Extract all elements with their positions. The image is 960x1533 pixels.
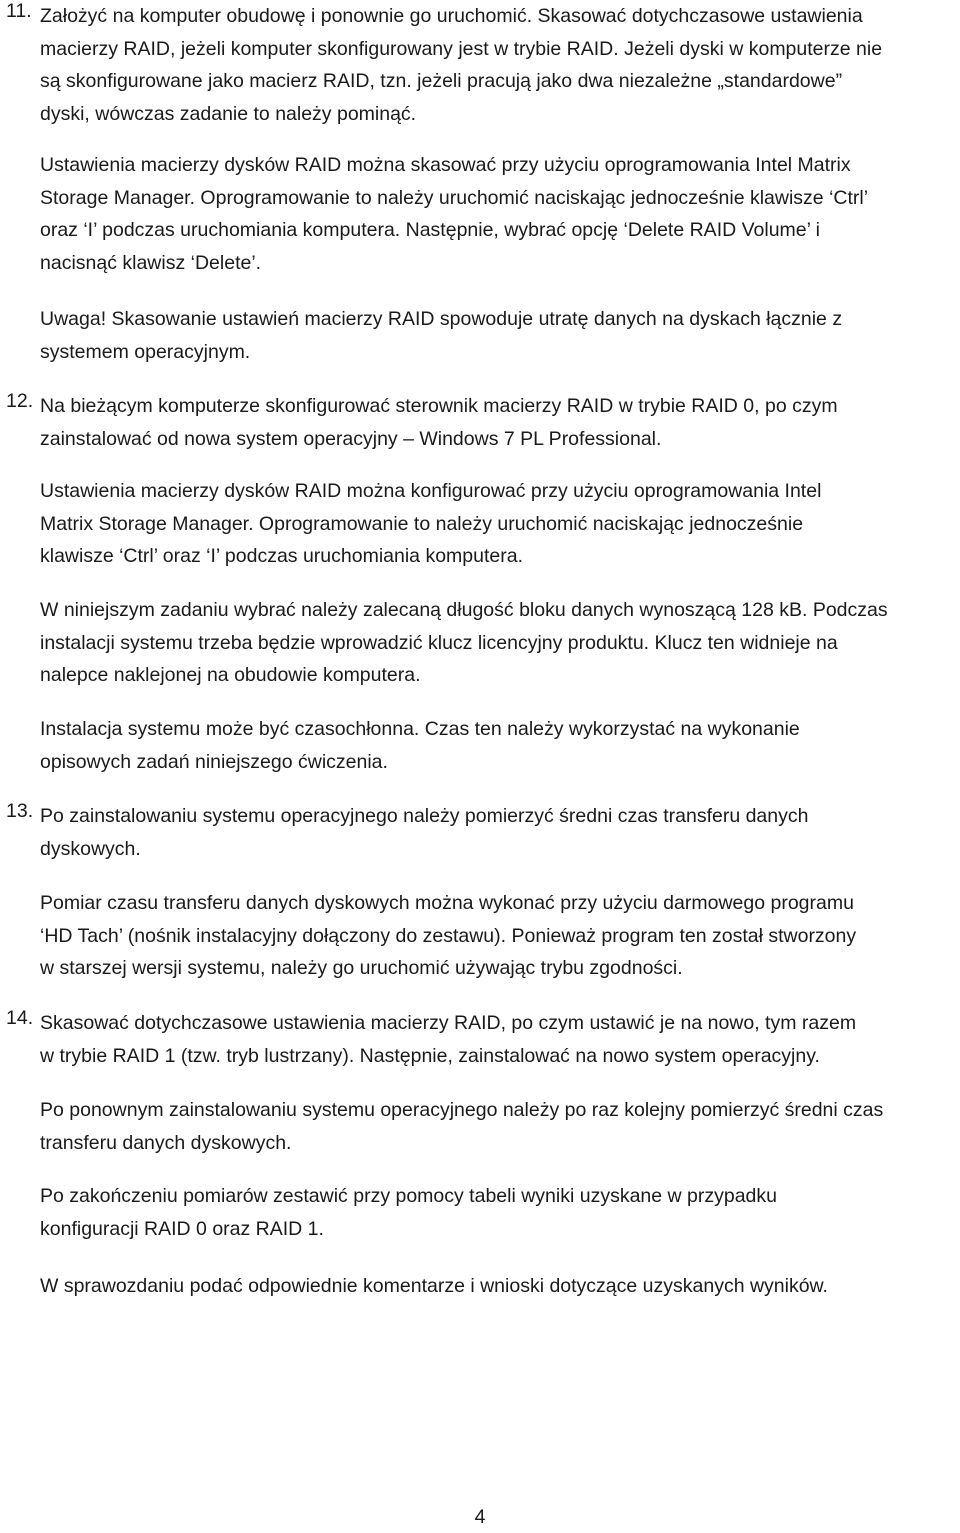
text-line: Po ponownym zainstalowaniu systemu operacyjnego należy po raz kolejny pomierzyć średni czas bbox=[40, 1099, 884, 1121]
text-line: Matrix Storage Manager. Oprogramowanie to należy uruchomić naciskając jednocześnie bbox=[40, 512, 804, 535]
text-line: klawisze ‘Ctrl’ oraz ‘I’ podczas uruchomiania komputera. bbox=[40, 545, 523, 567]
text-line: nacisnąć klawisz ‘Delete’. bbox=[40, 251, 262, 274]
text-line: Po zakończeniu pomiarów zestawić przy pomocy tabeli wyniki uzyskane w przypadku bbox=[40, 1185, 777, 1207]
text-line: dyski, wówczas zadanie to należy pominąć. bbox=[40, 102, 417, 125]
text-line: transferu danych dyskowych. bbox=[40, 1131, 292, 1154]
page-number: 4 bbox=[474, 1506, 486, 1528]
item-number: 12. bbox=[6, 390, 34, 412]
text-line: Założyć na komputer obudowę i ponownie go uruchomić. Skasować dotychczasowe ustawienia bbox=[40, 5, 863, 27]
text-line: Na bieżącym komputerze skonfigurować sterownik macierzy RAID w trybie RAID 0, po czym bbox=[40, 395, 838, 417]
text-line: dyskowych. bbox=[40, 837, 141, 860]
text-line: systemem operacyjnym. bbox=[40, 340, 251, 363]
item-number: 14. bbox=[6, 1007, 34, 1029]
text-line: są skonfigurowane jako macierz RAID, tzn. jeżeli pracują jako dwa niezależne „standardowe” bbox=[40, 70, 843, 92]
paragraph bbox=[0, 594, 960, 692]
text-line: Instalacja systemu może być czasochłonna. Czas ten należy wykorzystać na wykonanie bbox=[40, 718, 800, 740]
text-line: Uwaga! Skasowanie ustawień macierzy RAID spowoduje utratę danych na dyskach łącznie z bbox=[40, 308, 843, 330]
text-line: Ustawienia macierzy dysków RAID można skasować przy użyciu oprogramowania Intel Matrix bbox=[40, 154, 851, 176]
text-line: W sprawozdaniu podać odpowiednie komentarze i wnioski dotyczące uzyskanych wyników. bbox=[40, 1275, 828, 1297]
item-number: 13. bbox=[6, 800, 34, 822]
text-line: W niniejszym zadaniu wybrać należy zalecaną długość bloku danych wynoszącą 128 kB. Podczas bbox=[40, 599, 888, 621]
text-line: macierzy RAID, jeżeli komputer skonfigurowany jest w trybie RAID. Jeżeli dyski w komputerze nie bbox=[40, 37, 883, 60]
numbered-item bbox=[0, 0, 960, 130]
text-line: Ustawienia macierzy dysków RAID można konfigurować przy użyciu oprogramowania Intel bbox=[40, 480, 822, 502]
paragraph bbox=[0, 1094, 960, 1159]
text-line: ‘HD Tach’ (nośnik instalacyjny dołączony do zestawu). Ponieważ program ten został stworzony bbox=[40, 924, 857, 947]
text-line: w starszej wersji systemu, należy go uruchomić używając trybu zgodności. bbox=[40, 957, 683, 979]
text-line: w trybie RAID 1 (tzw. tryb lustrzany). Następnie, zainstalować na nowo system operacyjny. bbox=[40, 1044, 820, 1067]
text-line: oraz ‘I’ podczas uruchomiania komputera. Następnie, wybrać opcję ‘Delete RAID Volume’ i bbox=[40, 219, 821, 241]
text-line: nalepce naklejonej na obudowie komputera. bbox=[40, 664, 421, 686]
item-number: 11. bbox=[6, 0, 32, 22]
paragraph bbox=[0, 1180, 960, 1245]
paragraph bbox=[0, 475, 960, 573]
text-line: konfiguracji RAID 0 oraz RAID 1. bbox=[40, 1217, 324, 1240]
text-line: Po zainstalowaniu systemu operacyjnego należy pomierzyć średni czas transferu danych bbox=[40, 805, 809, 827]
text-line: Storage Manager. Oprogramowanie to należy uruchomić naciskając jednocześnie klawisze ‘Ctrl’ bbox=[40, 186, 869, 209]
text-line: Skasować dotychczasowe ustawienia macierzy RAID, po czym ustawić je na nowo, tym razem bbox=[40, 1012, 857, 1034]
text-line: Pomiar czasu transferu danych dyskowych można wykonać przy użyciu darmowego programu bbox=[40, 892, 854, 914]
text-line: opisowych zadań niniejszego ćwiczenia. bbox=[40, 750, 388, 773]
text-line: zainstalować od nowa system operacyjny – Windows 7 PL Professional. bbox=[40, 427, 662, 450]
paragraph bbox=[0, 887, 960, 985]
text-line: instalacji systemu trzeba będzie wprowadzić klucz licencyjny produktu. Klucz ten widnieje na bbox=[40, 631, 838, 654]
paragraph bbox=[0, 303, 960, 368]
numbered-item bbox=[0, 1007, 960, 1072]
paragraph bbox=[0, 1270, 960, 1303]
numbered-item bbox=[0, 390, 960, 455]
paragraph bbox=[0, 713, 960, 778]
numbered-item bbox=[0, 800, 960, 865]
paragraph bbox=[0, 149, 960, 279]
